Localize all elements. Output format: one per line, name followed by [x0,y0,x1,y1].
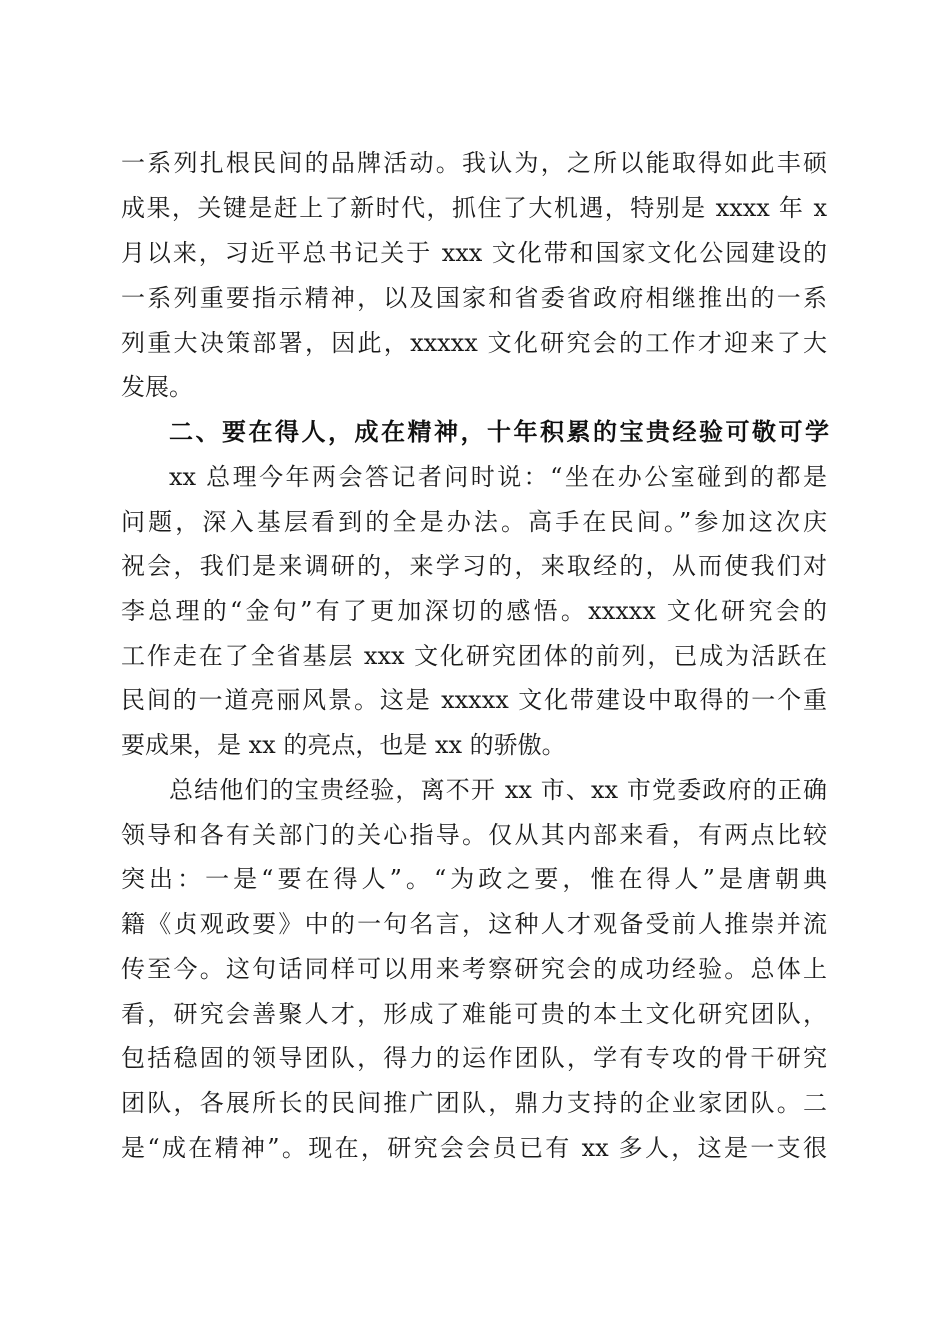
text-line: 突出：一是“要在得人”。“为政之要，惟在得人”是唐朝典 [121,865,827,893]
text-line: 包括稳固的领导团队，得力的运作团队，学有专攻的骨干研究 [121,1044,827,1072]
text-line: 成果，关键是赶上了新时代，抓住了大机遇，特别是 xxxx 年 x [121,194,827,222]
text-line: 领导和各有关部门的关心指导。仅从其内部来看，有两点比较 [121,821,827,849]
text-line: 籍《贞观政要》中的一句名言，这种人才观备受前人推崇并流 [121,910,827,938]
text-line: 发展。 [121,373,193,401]
text-line: 工作走在了全省基层 xxx 文化研究团体的前列，已成为活跃在 [121,642,827,670]
text-line: 传至今。这句话同样可以用来考察研究会的成功经验。总体上 [121,955,827,983]
text-line: 民间的一道亮丽风景。这是 xxxxx 文化带建设中取得的一个重 [121,686,827,714]
text-line: 一系列重要指示精神，以及国家和省委省政府相继推出的一系 [121,284,827,312]
text-line: 看，研究会善聚人才，形成了难能可贵的本土文化研究团队， [121,1000,827,1028]
text-line: 问题，深入基层看到的全是办法。高手在民间。”参加这次庆 [121,508,827,536]
section-heading: 二、要在得人，成在精神，十年积累的宝贵经验可敬可学 [169,418,829,446]
text-line: 总结他们的宝贵经验，离不开 xx 市、xx 市党委政府的正确 [169,776,827,804]
text-line: 月以来，习近平总书记关于 xxx 文化带和国家文化公园建设的 [121,239,827,267]
text-line: 一系列扎根民间的品牌活动。我认为，之所以能取得如此丰硕 [121,149,827,177]
text-line: 是“成在精神”。现在，研究会会员已有 xx 多人，这是一支很 [121,1134,827,1162]
text-line: xx 总理今年两会答记者问时说：“坐在办公室碰到的都是 [169,463,827,491]
text-line: 要成果，是 xx 的亮点，也是 xx 的骄傲。 [121,731,566,759]
text-line: 列重大决策部署，因此，xxxxx 文化研究会的工作才迎来了大 [121,329,827,357]
text-line: 李总理的“金句”有了更加深切的感悟。xxxxx 文化研究会的 [121,597,827,625]
text-line: 团队，各展所长的民间推广团队，鼎力支持的企业家团队。二 [121,1089,827,1117]
text-line: 祝会，我们是来调研的，来学习的，来取经的，从而使我们对 [121,552,827,580]
